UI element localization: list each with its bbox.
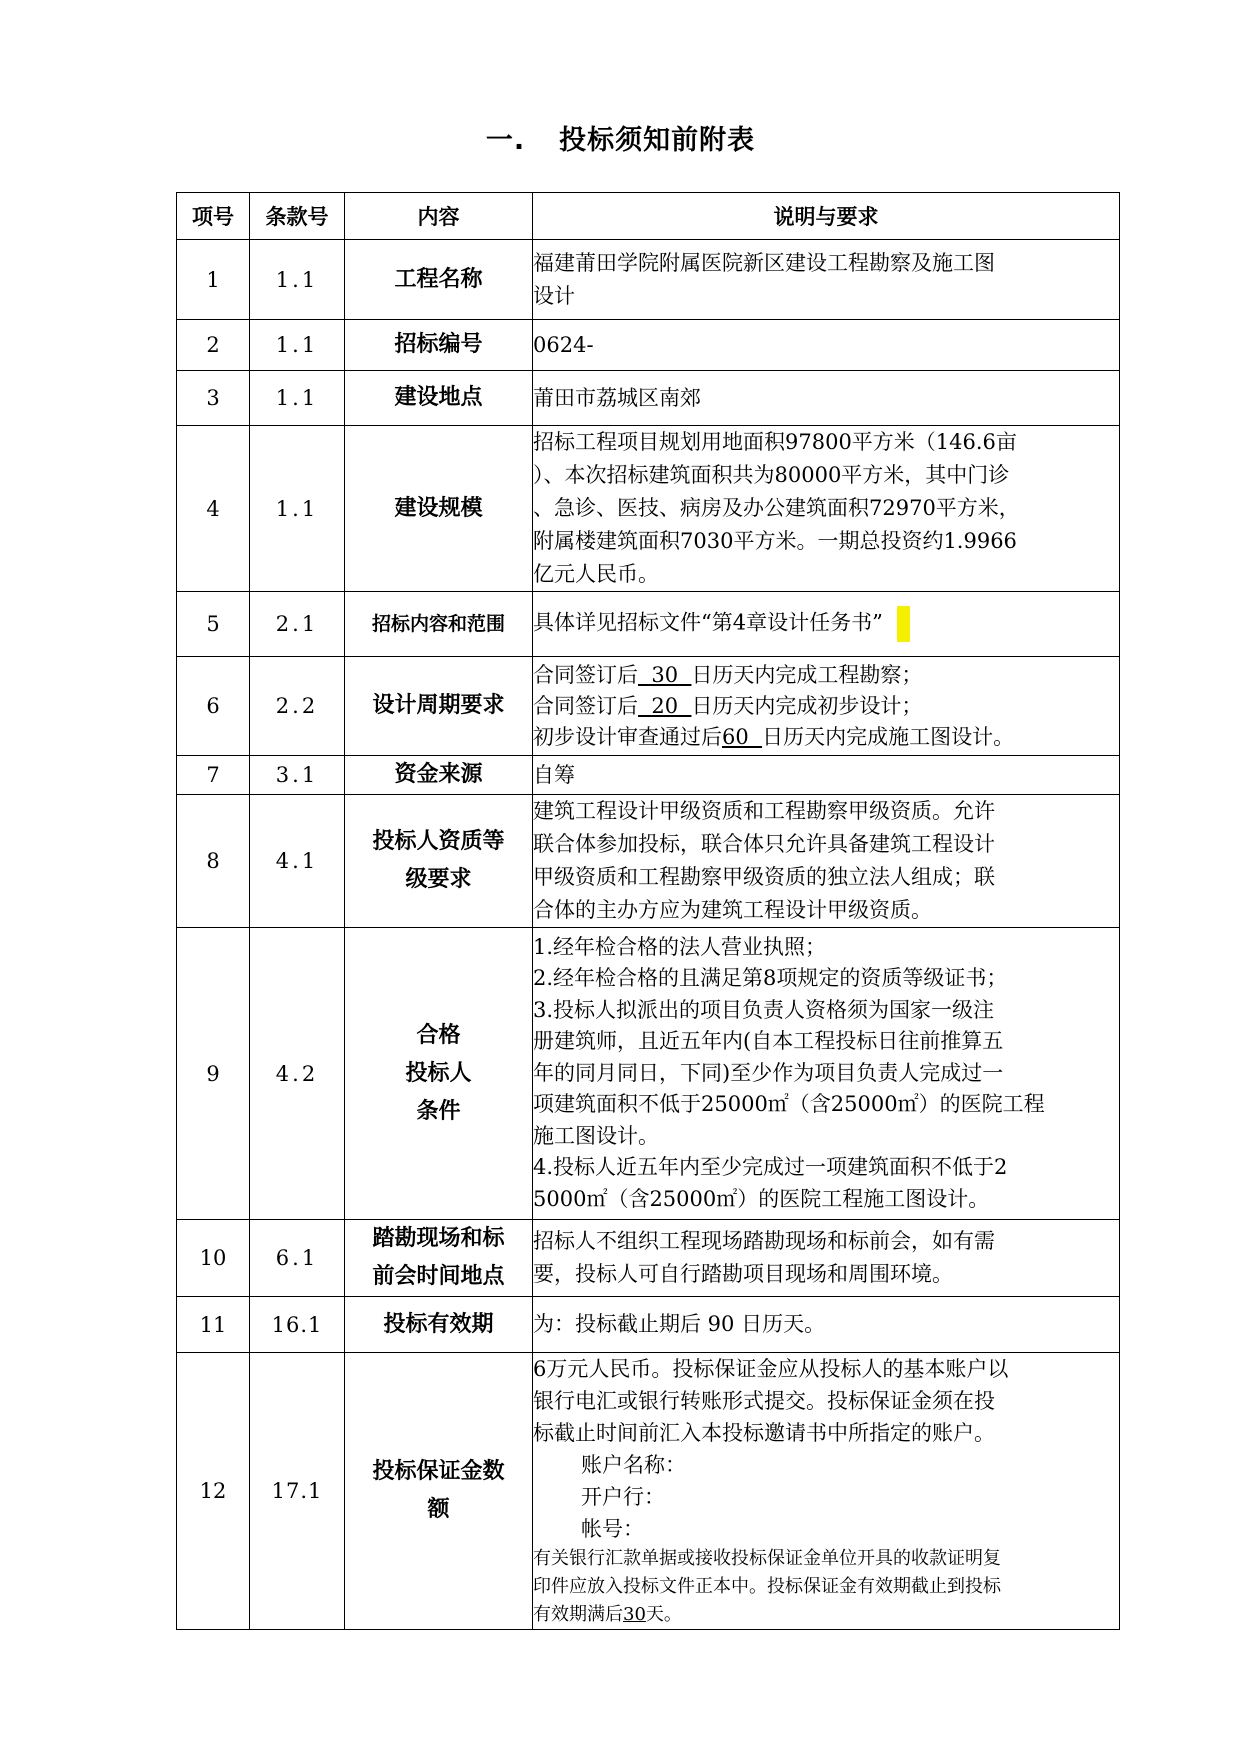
desc-line: 册建筑师，且近五年内(自本工程投标日往前推算五 [533,1029,1004,1054]
table-row [177,592,1120,657]
desc-line: 附属楼建筑面积7030平方米。一期总投资约1.9966 [533,529,1017,553]
desc-line: 要，投标人可自行踏勘项目现场和周围环境。 [533,1262,953,1286]
note-line: 印件应放入投标文件正本中。投标保证金有效期截止到投标 [533,1576,1001,1597]
desc-line [533,691,1119,722]
row-clause: 1.1 [250,240,345,320]
desc-line: 合体的主办方应为建筑工程设计甲级资质。 [533,898,932,922]
note-line: 有关银行汇款单据或接收投标保证金单位开具的收款证明复 [533,1548,1001,1569]
row-item: 工程名称 [345,240,533,320]
desc-line: 年的同月同日，下同)至少作为项目负责人完成过一 [533,1060,1004,1085]
desc-line: 莆田市荔城区南郊 [533,385,701,410]
item-line: 合格 [416,1022,461,1048]
row-clause: 1.1 [250,320,345,371]
bank-field: 开户行： [581,1485,665,1509]
row-desc [533,371,1120,426]
desc-line [533,722,1119,753]
desc-line: 联合体参加投标，联合体只允许具备建筑工程设计 [533,832,995,856]
desc-line: 亿元人民币。 [533,562,659,586]
title-text: 投标须知前附表 [559,125,756,156]
row-no: 8 [177,795,250,928]
row-no: 9 [177,928,250,1220]
desc-line: 福建莆田学院附属医院新区建设工程勘察及施工图 [533,250,995,275]
row-desc [533,320,1120,371]
desc-line: 招标人不组织工程现场踏勘现场和标前会，如有需 [533,1229,995,1253]
desc-text: 合同签订后 [533,693,638,718]
row-item: 建设规模 [345,426,533,592]
row-desc [533,756,1120,795]
desc-line: 施工图设计。 [533,1123,659,1148]
note-underlined-value: 30 [623,1604,646,1625]
desc-line: 6万元人民币。投标保证金应从投标人的基本账户以 [533,1357,1009,1381]
row-clause: 2.2 [250,657,345,756]
row-item: 建设地点 [345,371,533,426]
note-line [533,1601,1119,1629]
table-row [177,426,1120,592]
note-text: 有效期满后 [533,1604,623,1625]
row-clause: 1.1 [250,371,345,426]
row-desc [533,592,1120,657]
table-row [177,371,1120,426]
desc-text: 合同签订后 [533,662,638,687]
desc-line: 3.投标人拟派出的项目负责人资格须为国家一级注 [533,997,995,1022]
desc-underlined-value: 20 [638,693,692,718]
account-number-field: 帐号： [581,1517,644,1541]
row-desc [533,795,1120,928]
row-item: 招标内容和范围 [345,592,533,657]
desc-line: 2.经年检合格的且满足第8项规定的资质等级证书； [533,966,1008,991]
row-no: 12 [177,1353,250,1630]
desc-line: 建筑工程设计甲级资质和工程勘察甲级资质。允许 [533,799,995,823]
item-line: 前会时间地点 [372,1264,505,1289]
item-line: 投标人资质等 [372,829,505,854]
row-desc [533,1220,1120,1297]
row-item [345,795,533,928]
table-row [177,928,1120,1220]
row-desc [533,928,1120,1220]
table-row [177,1297,1120,1353]
desc-line: 自筹 [533,762,575,787]
desc-line: ）、本次招标建筑面积共为80000平方米，其中门诊 [533,463,1010,487]
row-no: 11 [177,1297,250,1353]
bid-notice-table [176,192,1120,1630]
row-item: 设计周期要求 [345,657,533,756]
row-no: 1 [177,240,250,320]
row-no: 7 [177,756,250,795]
row-clause: 1.1 [250,426,345,592]
desc-text: 具体详见招标文件“第4章设计任务书” [533,610,883,635]
row-clause: 17.1 [250,1353,345,1630]
desc-line: 甲级资质和工程勘察甲级资质的独立法人组成；联 [533,865,995,889]
account-name-field: 账户名称： [581,1453,686,1477]
item-line: 投标人 [405,1060,472,1086]
table-row [177,657,1120,756]
table-row [177,756,1120,795]
item-line: 额 [427,1497,450,1522]
row-desc [533,1353,1120,1630]
row-no: 5 [177,592,250,657]
desc-text: 日历天内完成施工图设计。 [762,724,1015,749]
title-number: 一. [485,125,526,156]
desc-line: 标截止时间前汇入本投标邀请书中所指定的账户。 [533,1421,995,1445]
row-clause: 4.2 [250,928,345,1220]
item-line: 级要求 [405,867,472,892]
row-item [345,928,533,1220]
table-row [177,1353,1120,1630]
desc-underlined-value: 60 [722,724,763,749]
highlight-mark [897,606,910,642]
desc-line: 5000㎡（含25000㎡）的医院工程施工图设计。 [533,1186,990,1211]
row-clause: 4.1 [250,795,345,928]
row-no: 3 [177,371,250,426]
row-clause: 6.1 [250,1220,345,1297]
item-line: 条件 [416,1098,461,1124]
header-desc: 说明与要求 [533,193,1120,240]
table-row [177,795,1120,928]
page-title [0,118,1241,157]
desc-line: 0624- [533,332,594,357]
row-item [345,1353,533,1630]
row-clause: 16.1 [250,1297,345,1353]
desc-line: 4.投标人近五年内至少完成过一项建筑面积不低于2 [533,1155,1008,1180]
row-desc [533,426,1120,592]
row-no: 10 [177,1220,250,1297]
desc-line [533,660,1119,691]
desc-line: 银行电汇或银行转账形式提交。投标保证金须在投 [533,1389,995,1413]
item-line: 投标保证金数 [372,1459,505,1484]
item-line: 踏勘现场和标 [372,1226,505,1251]
row-clause: 3.1 [250,756,345,795]
desc-line: 、急诊、医技、病房及办公建筑面积72970平方米， [533,496,1020,520]
row-item: 招标编号 [345,320,533,371]
row-desc [533,657,1120,756]
note-text: 天。 [645,1604,682,1625]
header-clause: 条款号 [250,193,345,240]
row-no: 6 [177,657,250,756]
desc-line: 招标工程项目规划用地面积97800平方米（146.6亩 [533,430,1017,454]
row-no: 2 [177,320,250,371]
desc-line [533,606,1119,642]
row-item: 资金来源 [345,756,533,795]
desc-underlined-value: 30 [638,662,692,687]
desc-line: 项建筑面积不低于25000㎡（含25000㎡）的医院工程 [533,1092,1045,1117]
desc-line: 为：投标截止期后 90 日历天。 [533,1312,826,1336]
table-row [177,320,1120,371]
table-row [177,240,1120,320]
desc-text: 日历天内完成工程勘察； [691,662,923,687]
row-item: 投标有效期 [345,1297,533,1353]
row-desc [533,1297,1120,1353]
desc-line: 设计 [533,283,575,308]
header-no: 项号 [177,193,250,240]
desc-line: 1.经年检合格的法人营业执照； [533,934,827,959]
table-row [177,1220,1120,1297]
row-item [345,1220,533,1297]
desc-text: 日历天内完成初步设计； [691,693,923,718]
header-item: 内容 [345,193,533,240]
row-desc [533,240,1120,320]
table-header-row [177,193,1120,240]
desc-text: 初步设计审查通过后 [533,724,722,749]
row-no: 4 [177,426,250,592]
row-clause: 2.1 [250,592,345,657]
